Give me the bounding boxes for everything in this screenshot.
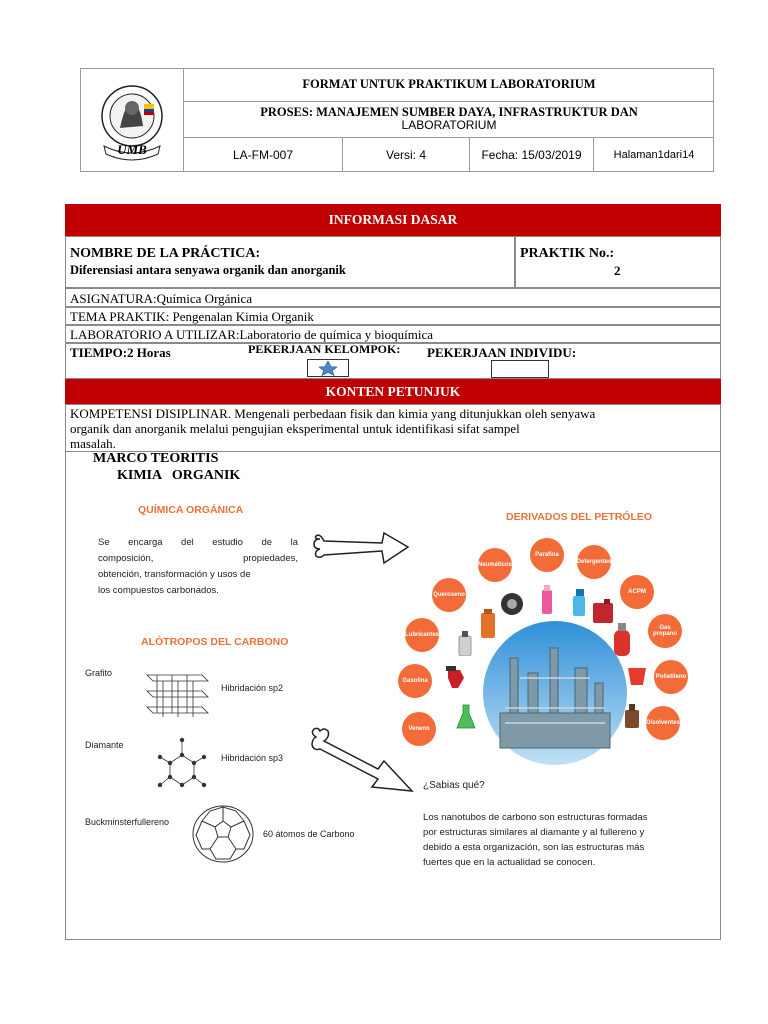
group-work-label: PEKERJAAN KELOMPOK: (248, 342, 401, 356)
work-mode-row (65, 343, 721, 379)
bubble-lubricantes: Lubricantes (405, 618, 439, 652)
time-label: TIEMPO:2 Horas (70, 345, 171, 360)
tire-icon (500, 592, 524, 616)
quimica-line-3: obtención, transformación y usos de (98, 569, 251, 580)
theory-subtitle: KIMIA ORGANIK (117, 468, 241, 483)
acpm-can-icon (592, 598, 614, 624)
process-title (184, 102, 714, 138)
lab-row: LABORATORIO A UTILIZAR:Laboratorio de química y bioquímica (65, 325, 721, 343)
process-line-1: PROSES: MANAJEMEN SUMBER DAYA, INFRASTRUKTUR DAN (260, 105, 638, 119)
practice-name-cell (65, 236, 515, 288)
sabias-line-3: debido a esta organización, son las estructuras más (423, 842, 645, 853)
arrow-diagonal-icon (308, 727, 420, 797)
bubble-polietileno: Polietileno (654, 660, 688, 694)
topic-row: TEMA PRAKTIK: Pengenalan Kimia Organik (65, 307, 721, 325)
bubble-neumaticos: Neumáticos (478, 548, 512, 582)
individual-work-label: PEKERJAAN INDIVIDU: (427, 345, 577, 360)
diamante-hybridization: Hibridación sp3 (221, 753, 284, 763)
grafito-hybridization: Hibridación sp2 (221, 683, 284, 693)
format-title: FORMAT UNTUK PRAKTIKUM LABORATORIUM (184, 68, 714, 102)
fullereno-label: Buckminsterfullereno (85, 817, 170, 827)
arrow-right-icon (312, 527, 412, 567)
detergent-spray-icon (570, 588, 588, 616)
fuel-nozzle-icon (444, 664, 470, 690)
bubble-parafina: Parafina (530, 538, 564, 572)
doc-version: Versi: 4 (343, 138, 470, 172)
gas-cylinder-icon (613, 622, 631, 656)
sabias-line-1: Los nanotubos de carbono son estructuras formadas (423, 812, 648, 823)
doc-page: Halaman1dari14 (613, 149, 695, 161)
subject-row: ASIGNATURA:Química Orgánica (65, 288, 721, 307)
star-icon (308, 360, 348, 376)
bubble-gasolina: Gasolina (398, 664, 432, 698)
bubble-detergentes: Detergentes (577, 545, 611, 579)
bubble-veneno: Veneno (402, 712, 436, 746)
grafito-label: Grafito (85, 668, 113, 678)
bucket-icon (626, 664, 648, 686)
derivados-title: DERIVADOS DEL PETRÓLEO (506, 511, 653, 523)
bubble-queroseno: Queroseno (432, 578, 466, 612)
bubble-acpm: ACPM (620, 575, 654, 609)
diamond-structure-icon (152, 735, 212, 795)
alotropos-title: ALÓTROPOS DEL CARBONO (141, 636, 289, 648)
sabias-title: ¿Sabias qué? (423, 780, 485, 791)
poison-flask-icon (456, 704, 476, 730)
competence-cell (65, 404, 721, 452)
graphite-structure-icon (142, 667, 212, 723)
quimica-line-4: los compuestos carbonados. (98, 585, 219, 596)
practice-no-label: PRAKTIK No.: (520, 246, 615, 261)
doc-code: LA-FM-007 (184, 138, 343, 172)
paraffin-bottle-icon (540, 584, 554, 614)
quimica-line-2: composición, propiedades, (98, 553, 298, 564)
university-logo (80, 68, 184, 172)
quimica-line-1: Se encarga del estudio de la (98, 537, 298, 548)
sabias-line-2: por estructuras similares al diamante y al fullereno y (423, 827, 645, 838)
practice-no: 2 (614, 263, 621, 278)
sabias-text (423, 810, 648, 870)
diamante-label: Diamante (85, 740, 124, 750)
competence-line-1: KOMPETENSI DISIPLINAR. Mengenali perbedaan fisik dan kimia yang ditunjukkan oleh senyawa (70, 406, 596, 421)
solvent-bottle-icon (622, 702, 642, 728)
lubricant-bottle-icon (458, 630, 472, 656)
section-title-content: KONTEN PETUNJUK (65, 379, 721, 404)
practice-no-cell (515, 236, 721, 288)
refinery-circle-icon (480, 618, 630, 768)
fullerene-structure-icon (190, 803, 256, 865)
process-line-2: LABORATORIUM (401, 118, 497, 132)
competence-line-2: organik dan anorganik melalui pengujian eksperimental untuk identifikasi sifat sampel (70, 421, 520, 436)
individual-work-checkbox[interactable] (491, 360, 549, 378)
quimica-description (98, 535, 298, 599)
logo-text: UMB (117, 142, 147, 157)
bubble-gas-propano: Gas propano (648, 614, 682, 648)
group-work-checkbox[interactable] (307, 359, 349, 377)
sabias-line-4: fuertes que en la actualidad se conocen. (423, 857, 596, 868)
theory-title: MARCO TEORITIS (93, 451, 219, 466)
section-title-info: INFORMASI DASAR (65, 204, 721, 236)
fullereno-note: 60 átomos de Carbono (263, 829, 355, 839)
quimica-title: QUÍMICA ORGÁNICA (138, 504, 244, 516)
bubble-disolventes: Disolventes (646, 706, 680, 740)
practice-label: NOMBRE DE LA PRÁCTICA: (70, 246, 261, 261)
doc-date: Fecha: 15/03/2019 (470, 138, 594, 172)
competence-line-3: masalah. (70, 436, 116, 451)
kerosene-can-icon (480, 608, 496, 638)
practice-name: Diferensiasi antara senyawa organik dan anorganik (70, 263, 346, 277)
